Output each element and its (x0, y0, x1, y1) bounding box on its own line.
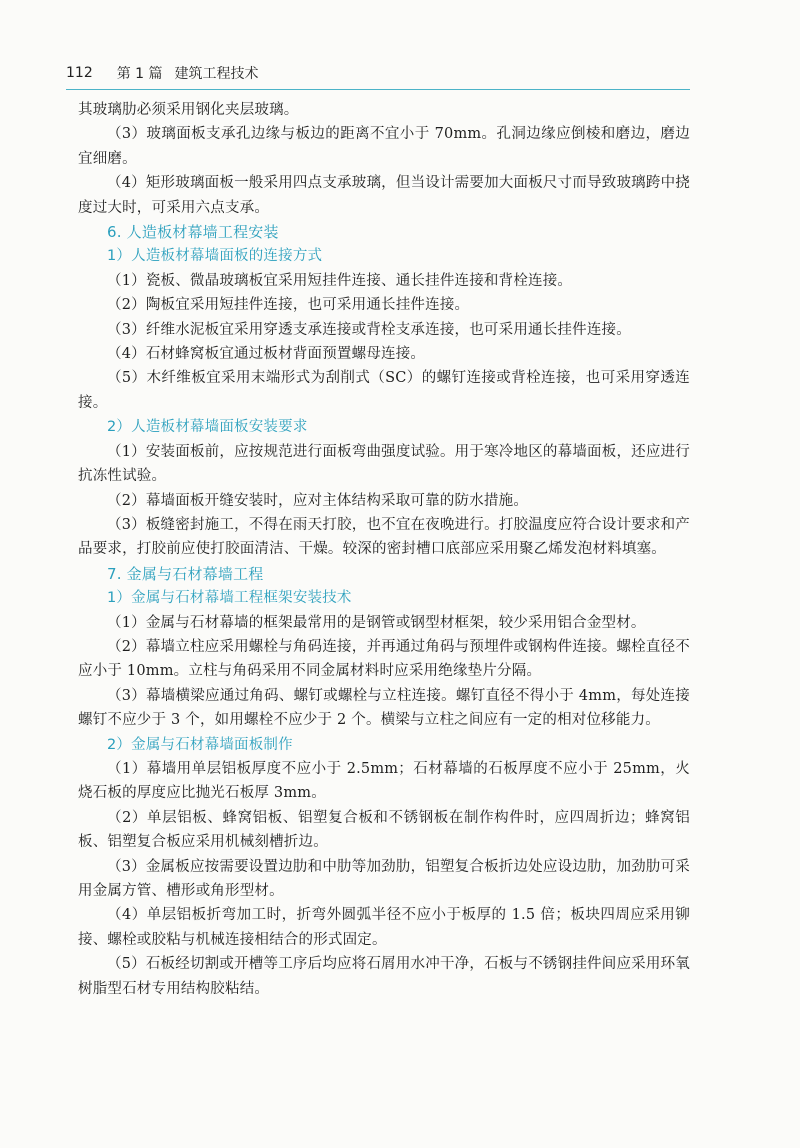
paragraph: （4）石材蜂窝板宜通过板材背面预置螺母连接。 (107, 346, 426, 363)
paragraph: （3）玻璃面板支承孔边缘与板边的距离不宜小于 70mm。孔洞边缘应倒棱和磨边，磨边宜细磨。 (78, 126, 690, 167)
paragraph: （4）矩形玻璃面板一般采用四点支承玻璃，但当设计需要加大面板尺寸而导致玻璃跨中挠度过大时，可采用六点支承。 (78, 175, 690, 216)
part-label: 第 1 篇 (116, 66, 163, 82)
paragraph: （3）金属板应按需要设置边肋和中肋等加劲肋，铝塑复合板折边处应设边肋，加劲肋可采用金属方管、槽形或角形型材。 (78, 858, 690, 899)
section-heading: 7. 金属与石材幕墙工程 (107, 564, 264, 583)
section-heading: 6. 人造板材幕墙工程安装 (107, 223, 279, 242)
paragraph: （3）幕墙横梁应通过角码、螺钉或螺栓与立柱连接。螺钉直径不得小于 4mm，每处连接螺钉不应少于 3 个，如用螺栓不应少于 2 个。横梁与立柱之间应有一定的相对位移能力。 (78, 687, 690, 729)
page-number: 112 (66, 65, 93, 81)
paragraph: （2）陶板宜采用短挂件连接，也可采用通长挂件连接。 (107, 297, 470, 314)
paragraph: （1）瓷板、微晶玻璃板宜采用短挂件连接、通长挂件连接和背栓连接。 (107, 272, 573, 289)
subsection-heading: 1）人造板材幕墙面板的连接方式 (107, 248, 323, 265)
paragraph: （1）安装面板前，应按规范进行面板弯曲强度试验。用于寒冷地区的幕墙面板，还应进行抗冻性试验。 (78, 443, 690, 485)
paragraph: （3）纤维水泥板宜采用穿透支承连接或背栓支承连接，也可采用通长挂件连接。 (107, 321, 631, 338)
paragraph: （2）幕墙面板开缝安装时，应对主体结构采取可靠的防水措施。 (107, 492, 529, 509)
paragraph: （1）幕墙用单层铝板厚度不应小于 2.5mm；石材幕墙的石板厚度不应小于 25mm，火烧石板的厚度应比抛光石板厚 3mm。 (78, 760, 690, 802)
part-title: 建筑工程技术 (174, 66, 259, 82)
subsection-heading: 2）人造板材幕墙面板安装要求 (107, 419, 308, 436)
paragraph: （4）单层铝板折弯加工时，折弯外圆弧半径不应小于板厚的 1.5 倍；板块四周应采用铆接、螺栓或胶粘与机械连接相结合的形式固定。 (78, 907, 690, 948)
paragraph: （2）幕墙立柱应采用螺栓与角码连接，并再通过角码与预埋件或钢构件连接。螺栓直径不应小于 10mm。立柱与角码采用不同金属材料时应采用绝缘垫片分隔。 (78, 638, 690, 680)
body-text (78, 98, 690, 1001)
paragraph: 其玻璃肋必须采用钢化夹层玻璃。 (78, 102, 299, 118)
paragraph: （2）单层铝板、蜂窝铝板、铝塑复合板和不锈钢板在制作构件时，应四周折边；蜂窝铝板、铝塑复合板应采用机械刻槽折边。 (78, 809, 690, 851)
header-rule (66, 89, 690, 90)
paragraph: （5）石板经切割或开槽等工序后均应将石屑用水冲干净，石板与不锈钢挂件间应采用环氧树脂型石材专用结构胶粘结。 (78, 956, 690, 997)
paragraph: （3）板缝密封施工，不得在雨天打胶，也不宜在夜晚进行。打胶温度应符合设计要求和产品要求，打胶前应使打胶面清洁、干燥。较深的密封槽口底部应采用聚乙烯发泡材料填塞。 (78, 516, 690, 558)
subsection-heading: 2）金属与石材幕墙面板制作 (107, 736, 293, 753)
subsection-heading: 1）金属与石材幕墙工程框架安装技术 (107, 590, 352, 607)
paragraph: （1）金属与石材幕墙的框架最常用的是钢管或钢型材框架，较少采用铝合金型材。 (107, 614, 646, 631)
paragraph: （5）木纤维板宜采用末端形式为刮削式（SC）的螺钉连接或背栓连接，也可采用穿透连接。 (78, 370, 690, 411)
running-header (66, 60, 690, 86)
